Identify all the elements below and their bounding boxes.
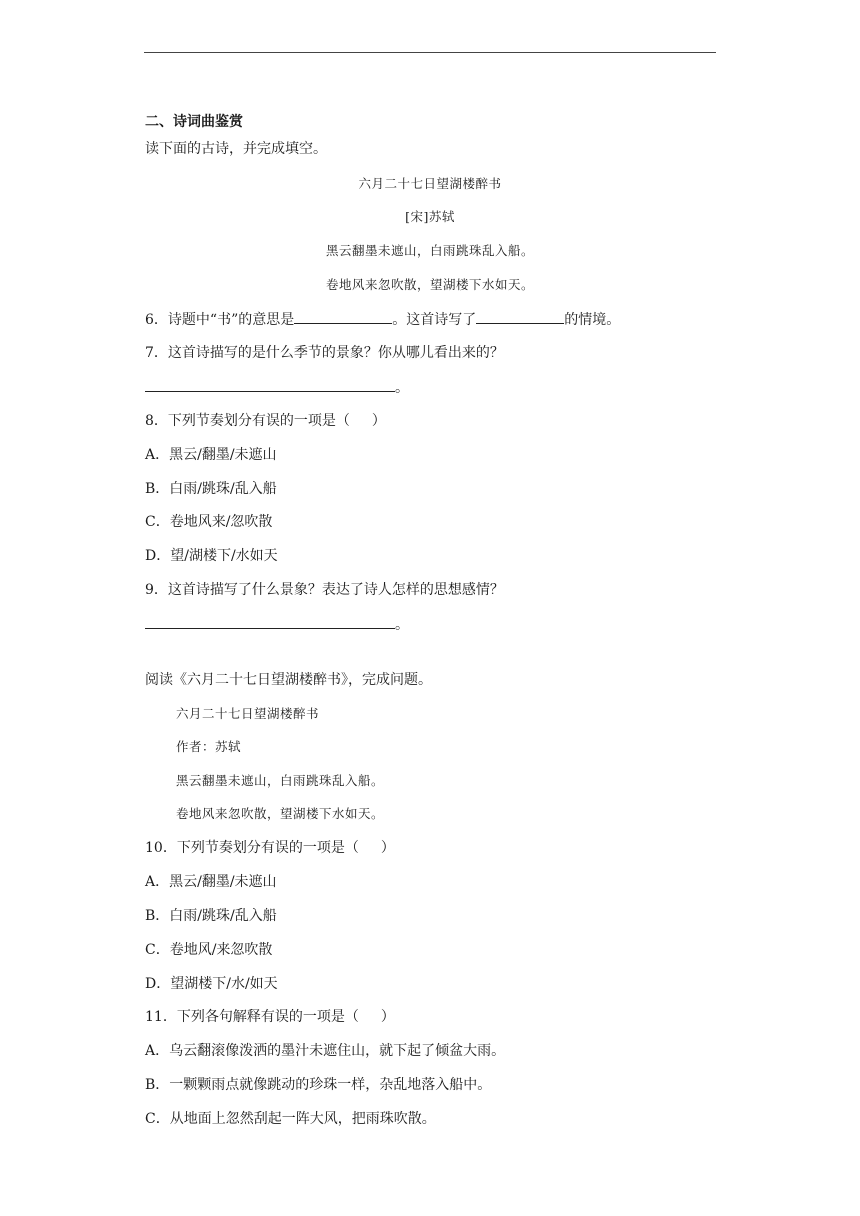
- q11-stem-a: 11．下列各句解释有误的一项是（: [145, 1009, 359, 1025]
- question-7: 7．这首诗描写的是什么季节的景象？你从哪儿看出来的？: [145, 345, 504, 361]
- poem2-line1: 黑云翻墨未遮山，白雨跳珠乱入船。: [176, 773, 385, 788]
- question-6: [145, 310, 620, 329]
- q9-answer-end: 。: [395, 617, 409, 633]
- section-title: 二、诗词曲鉴赏: [145, 114, 243, 130]
- q7-answer-line: [145, 378, 409, 397]
- poem1-line2: 卷地风来忽吹散，望湖楼下水如天。: [325, 277, 534, 292]
- q11-option-a: A．乌云翻滚像泼洒的墨汁未遮住山，就下起了倾盆大雨。: [145, 1043, 506, 1059]
- q8-stem-b: ）: [371, 413, 386, 429]
- q6-text-2: 。这首诗写了: [392, 312, 477, 328]
- header-rule: [144, 52, 716, 53]
- q6-text-3: 的情境。: [564, 312, 621, 328]
- intro2-text: 阅读《六月二十七日望湖楼醉书》，完成问题。: [145, 672, 432, 688]
- q10-stem-a: 10．下列节奏划分有误的一项是（: [145, 840, 359, 856]
- q6-blank-1[interactable]: [294, 310, 392, 324]
- question-11: [145, 1008, 395, 1026]
- question-9: 9．这首诗描写了什么景象？表达了诗人怎样的思想感情？: [145, 582, 504, 598]
- q10-stem-b: ）: [380, 840, 395, 856]
- q8-stem-a: 8．下列节奏划分有误的一项是（: [145, 413, 350, 429]
- poem1-line1: 黑云翻墨未遮山，白雨跳珠乱入船。: [325, 243, 534, 258]
- q6-text-1: 6．诗题中“书”的意思是: [145, 312, 295, 328]
- poem2-line2: 卷地风来忽吹散，望湖楼下水如天。: [176, 806, 385, 821]
- q6-blank-2[interactable]: [476, 310, 564, 324]
- q10-option-b: B．白雨/跳珠/乱入船: [145, 908, 277, 924]
- q8-option-c: C．卷地风来/忽吹散: [145, 514, 273, 530]
- question-10: [145, 839, 395, 857]
- poem2-author: 作者：苏轼: [176, 739, 242, 754]
- q10-option-c: C．卷地风/来忽吹散: [145, 942, 273, 958]
- q9-answer-line: [145, 615, 409, 634]
- q7-answer-end: 。: [395, 380, 409, 396]
- question-8: [145, 412, 386, 430]
- q10-option-a: A．黑云/翻墨/未遮山: [145, 874, 277, 890]
- q11-stem-b: ）: [380, 1009, 395, 1025]
- q7-answer-blank[interactable]: [145, 378, 395, 392]
- intro-text: 读下面的古诗，并完成填空。: [145, 141, 327, 157]
- q11-option-b: B．一颗颗雨点就像跳动的珍珠一样，杂乱地落入船中。: [145, 1077, 492, 1093]
- q8-option-b: B．白雨/跳珠/乱入船: [145, 481, 277, 497]
- q8-option-a: A．黑云/翻墨/未遮山: [145, 447, 277, 463]
- q10-option-d: D．望湖楼下/水/如天: [145, 976, 278, 992]
- q8-option-d: D．望/湖楼下/水如天: [145, 548, 278, 564]
- poem1-author: [宋]苏轼: [405, 209, 455, 224]
- poem1-title: 六月二十七日望湖楼醉书: [358, 176, 502, 191]
- q11-option-c: C．从地面上忽然刮起一阵大风，把雨珠吹散。: [145, 1111, 436, 1127]
- poem2-title: 六月二十七日望湖楼醉书: [176, 706, 320, 721]
- q9-answer-blank[interactable]: [145, 615, 395, 629]
